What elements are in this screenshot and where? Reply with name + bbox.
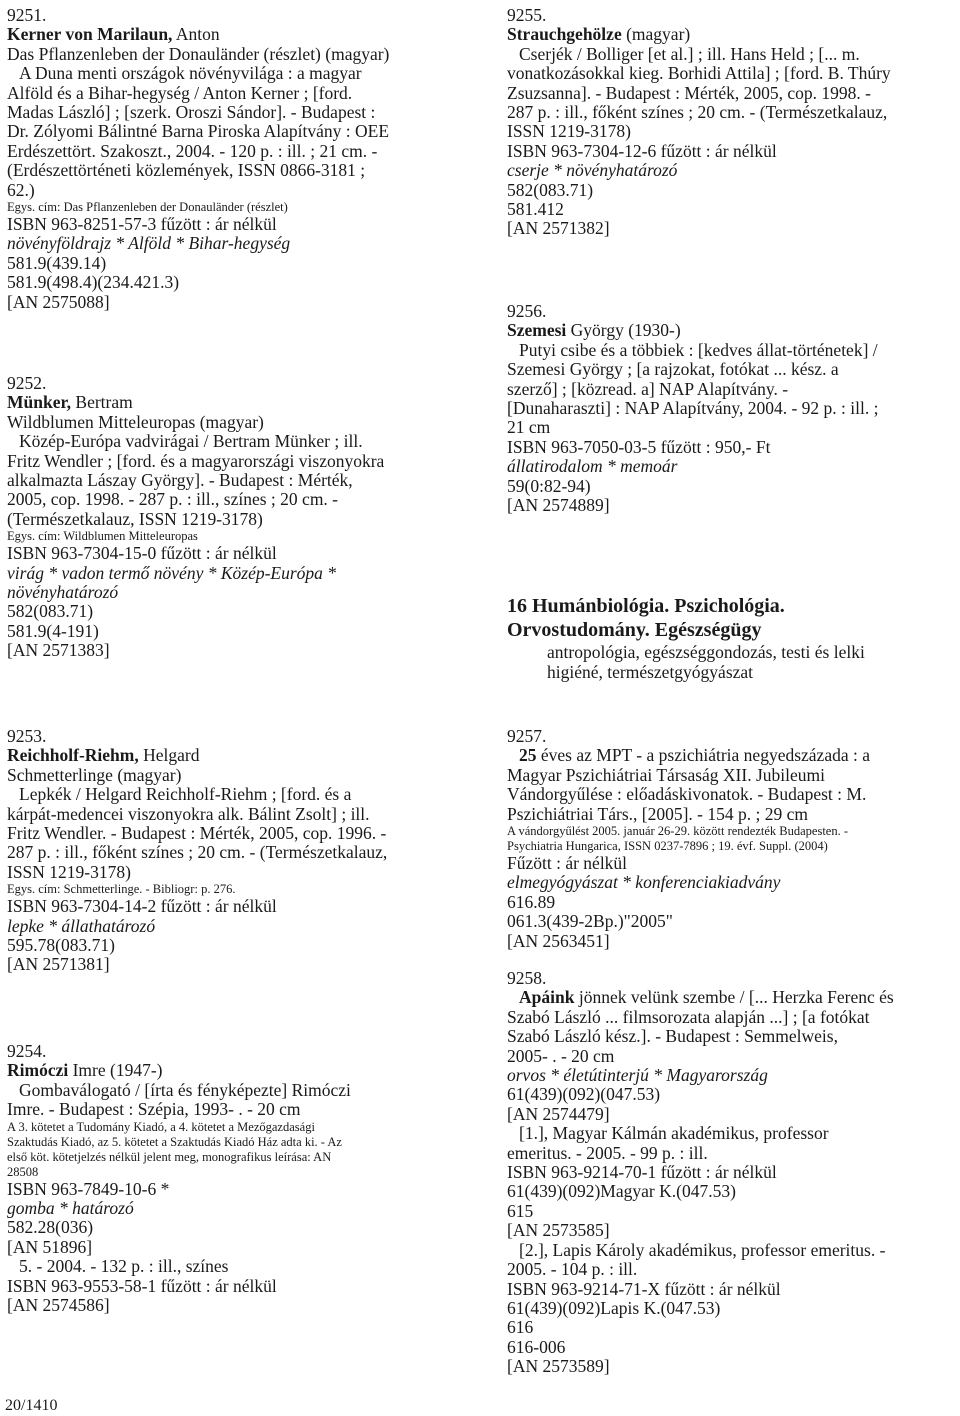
entry-line: Zsuzsanna]. - Budapest : Mérték, 2005, cop. 1998. - [507,82,872,103]
entry-line: Das Pflanzenleben der Donauländer (részlet) (magyar) [7,43,390,64]
entry-isbn: ISBN 963-9214-70-1 fűzött : ár nélkül [507,1162,777,1183]
entry-subjects: virág * vadon termő növény * Közép-Európa * [7,562,337,583]
entry-code: [AN 2563451] [507,930,610,951]
entry-number: 9257. [507,726,547,746]
entry-code: [AN 2574889] [507,495,610,516]
entry-note: Egys. cím: Wildblumen Mitteleuropas [7,529,198,544]
entry-author: Kerner von Marilaun, Anton [7,24,220,45]
entry-code: [AN 2574479] [507,1103,610,1124]
entry-line: Gombaválogató / [írta és fényképezte] Rimóczi [19,1079,351,1100]
section-heading [507,594,865,682]
entry-volume: [2.], Lapis Károly akadémikus, professor emeritus. - [519,1239,886,1260]
entry-line: szerző] ; [közread. a] NAP Alapítvány. - [507,378,789,399]
entry-title: 25 éves az MPT - a pszichiátria negyedszázada : a [519,745,870,766]
entry-line: 21 cm [507,417,551,438]
entry-number: 9256. [507,301,547,321]
entry-9258 [507,969,957,1377]
entry-code: [AN 2575088] [7,291,110,312]
entry-subjects: növényföldrajz * Alföld * Bihar-hegység [7,233,291,254]
entry-note: A vándorgyűlést 2005. január 26-29. között rendezték Budapesten. - [507,824,849,839]
entry-line: Madas László] ; [szerk. Oroszi Sándor]. - Budapest : [7,102,376,123]
entry-note: A 3. kötetet a Tudomány Kiadó, a 4. kötetet a Mezőgazdasági [7,1119,315,1134]
entry-note: Szaktudás Kiadó, az 5. kötetet a Szaktudás Kiadó Ház adta ki. - Az [7,1134,342,1149]
entry-code: 582(083.71) [507,179,594,200]
entry-volume: [1.], Magyar Kálmán akadémikus, professor [519,1123,829,1144]
entry-line: Putyi csibe és a többiek : [kedves állat-történetek] / [519,339,878,360]
entry-author: Szemesi György (1930-) [507,320,681,341]
section-subtitle: antropológia, egészséggondozás, testi és lelki [547,642,865,662]
entry-author: Reichholf-Riehm, Helgard [7,745,200,766]
entry-number: 9254. [7,1041,47,1061]
entry-subjects: növényhatározó [7,582,119,603]
entry-line: 2005, cop. 1998. - 287 p. : ill., színes ; 20 cm. - [7,489,339,510]
entry-isbn: ISBN 963-7050-03-5 fűzött : 950,- Ft [507,436,771,457]
entry-note: első köt. kötetjelzés nélkül jelent meg, monografikus leírása: AN [7,1149,332,1164]
entry-line: Imre. - Budapest : Szépia, 1993- . - 20 cm [7,1099,301,1120]
entry-code: [AN 51896] [7,1236,93,1257]
entry-author: Münker, Bertram [7,392,133,413]
entry-line: 62.) [7,179,35,200]
entry-9252 [7,374,467,661]
entry-line: Pszichiátriai Társ., [2005]. - 154 p. ; 29 cm [507,803,809,824]
entry-9251 [7,6,467,312]
entry-subjects: cserje * növényhatározó [507,160,678,181]
entry-line: Erdészettört. Szakoszt., 2004. - 120 p. : ill. ; 21 cm. - [7,140,378,161]
entry-line: Dr. Zólyomi Bálintné Barna Piroska Alapítvány : OEE [7,121,390,142]
entry-line: Alföld és a Bihar-hegység / Anton Kerner ; [ford. [7,82,353,103]
entry-note: Egys. cím: Schmetterlinge. - Bibliogr: p. 276. [7,882,236,897]
entry-binding: Fűzött : ár nélkül [507,853,628,874]
entry-number: 9258. [507,968,547,988]
entry-line: [Dunaharaszti] : NAP Alapítvány, 2004. - 92 p. : ill. ; [507,398,879,419]
entry-code: 581.9(4-191) [7,620,99,641]
entry-line: Fritz Wendler ; [ford. és a magyarországi viszonyokra [7,450,385,471]
entry-line: vonatkozásokkal kieg. Borhidi Attila] ; [ford. B. Thúry [507,63,891,84]
entry-line: alkalmazta Lászay György]. - Budapest : Mérték, [7,470,353,491]
entry-code: 61(439)(092)Magyar K.(047.53) [507,1181,736,1202]
entry-9256 [507,302,957,515]
entry-code: [AN 2573589] [507,1356,610,1377]
entry-line: Vándorgyűlése : előadáskivonatok. - Budapest : M. [507,784,867,805]
entry-line: ISSN 1219-3178) [507,121,631,142]
entry-subjects: elmegyógyászat * konferenciakiadvány [507,872,781,893]
entry-line: (Természetkalauz, ISSN 1219-3178) [7,508,263,529]
entry-line: 287 p. : ill., főként színes ; 20 cm. - (Természetkalauz, [7,842,388,863]
entry-isbn: ISBN 963-7849-10-6 * [7,1178,170,1199]
entry-code: [AN 2571381] [7,954,110,975]
entry-line: 2005- . - 20 cm [507,1045,615,1066]
entry-author: Rimóczi Imre (1947-) [7,1060,163,1081]
entry-line: kárpát-medencei viszonyokra alk. Bálint Zsolt] ; ill. [7,803,370,824]
entry-volume: 5. - 2004. - 132 p. : ill., színes [19,1256,229,1277]
entry-isbn: ISBN 963-8251-57-3 fűzött : ár nélkül [7,214,277,235]
entry-9257 [507,727,957,951]
entry-line: Közép-Európa vadvirágai / Bertram Münker ; ill. [19,431,363,452]
page-number: 20/1410 [5,1397,58,1414]
section-title: 16 Humánbiológia. Pszichológia. [507,595,785,617]
entry-line: (Erdészettörténeti közlemények, ISSN 0866-3181 ; [7,160,366,181]
entry-line: Schmetterlinge (magyar) [7,764,182,785]
entry-note: 28508 [7,1164,39,1179]
entry-code: 616 [507,1317,534,1338]
entry-line: 287 p. : ill., főként színes ; 20 cm. - (Természetkalauz, [507,102,888,123]
entry-code: 616-006 [507,1336,566,1357]
entry-code: 582.28(036) [7,1217,94,1238]
entry-subjects: orvos * életútinterjú * Magyarország [507,1065,768,1086]
entry-line: Cserjék / Bolliger [et al.] ; ill. Hans Held ; [... m. [519,43,860,64]
entry-code: 581.412 [507,199,564,220]
entry-code: 616.89 [507,891,556,912]
entry-code: 61(439)(092)Lapis K.(047.53) [507,1297,721,1318]
entry-number: 9251. [7,5,47,25]
entry-code: [AN 2571382] [507,218,610,239]
entry-code: 59(0:82-94) [507,475,591,496]
entry-code: 581.9(498.4)(234.421.3) [7,272,180,293]
entry-code: 595.78(083.71) [7,935,115,956]
entry-9253 [7,727,467,975]
entry-line: emeritus. - 2005. - 99 p. : ill. [507,1142,708,1163]
entry-code: 582(083.71) [7,601,94,622]
entry-note: Egys. cím: Das Pflanzenleben der Donauländer (részlet) [7,200,288,215]
entry-code: 061.3(439-2Bp.)"2005" [507,911,673,932]
entry-author: Strauchgehölze (magyar) [507,24,691,45]
entry-isbn: ISBN 963-7304-15-0 fűzött : ár nélkül [7,543,277,564]
entry-number: 9252. [7,373,47,393]
entry-isbn: ISBN 963-7304-12-6 fűzött : ár nélkül [507,140,777,161]
entry-isbn: ISBN 963-7304-14-2 fűzött : ár nélkül [7,896,277,917]
entry-isbn: ISBN 963-9214-71-X fűzött : ár nélkül [507,1278,781,1299]
entry-line: Szabó László kész.]. - Budapest : Semmelweis, [507,1026,838,1047]
entry-line: 2005. - 104 p. : ill. [507,1259,638,1280]
entry-line: Magyar Pszichiátriai Társaság XII. Jubileumi [507,764,825,785]
entry-line: Szabó László ... filmsorozata alapján ...] ; [a fotókat [507,1006,870,1027]
entry-code: 615 [507,1200,534,1221]
entry-code: [AN 2573585] [507,1220,610,1241]
entry-title: Apáink jönnek velünk szembe / [... Herzka Ferenc és [519,987,894,1008]
entry-subjects: gomba * határozó [7,1198,134,1219]
entry-line: A Duna menti országok növényvilága : a magyar [19,63,362,84]
entry-code: 61(439)(092)(047.53) [507,1084,661,1105]
entry-subjects: állatirodalom * memoár [507,456,678,477]
entry-line: Szemesi György ; [a rajzokat, fotókat ... kész. a [507,359,839,380]
entry-isbn: ISBN 963-9553-58-1 fűzött : ár nélkül [7,1275,277,1296]
section-subtitle: higiéné, természetgyógyászat [547,662,754,682]
entry-line: ISSN 1219-3178) [7,861,131,882]
entry-code: [AN 2571383] [7,640,110,661]
entry-code: [AN 2574586] [7,1295,110,1316]
entry-subjects: lepke * állathatározó [7,915,156,936]
entry-number: 9253. [7,726,47,746]
entry-9255 [507,6,957,239]
entry-code: 581.9(439.14) [7,252,107,273]
entry-line: Fritz Wendler. - Budapest : Mérték, 2005, cop. 1996. - [7,823,387,844]
entry-9254 [7,1042,467,1315]
entry-note: Psychiatria Hungarica, ISSN 0237-7896 ; 19. évf. Suppl. (2004) [507,839,828,854]
entry-number: 9255. [507,5,547,25]
entry-line: Wildblumen Mitteleuropas (magyar) [7,411,264,432]
section-title: Orvostudomány. Egészségügy [507,619,762,641]
entry-line: Lepkék / Helgard Reichholf-Riehm ; [ford. és a [19,784,352,805]
